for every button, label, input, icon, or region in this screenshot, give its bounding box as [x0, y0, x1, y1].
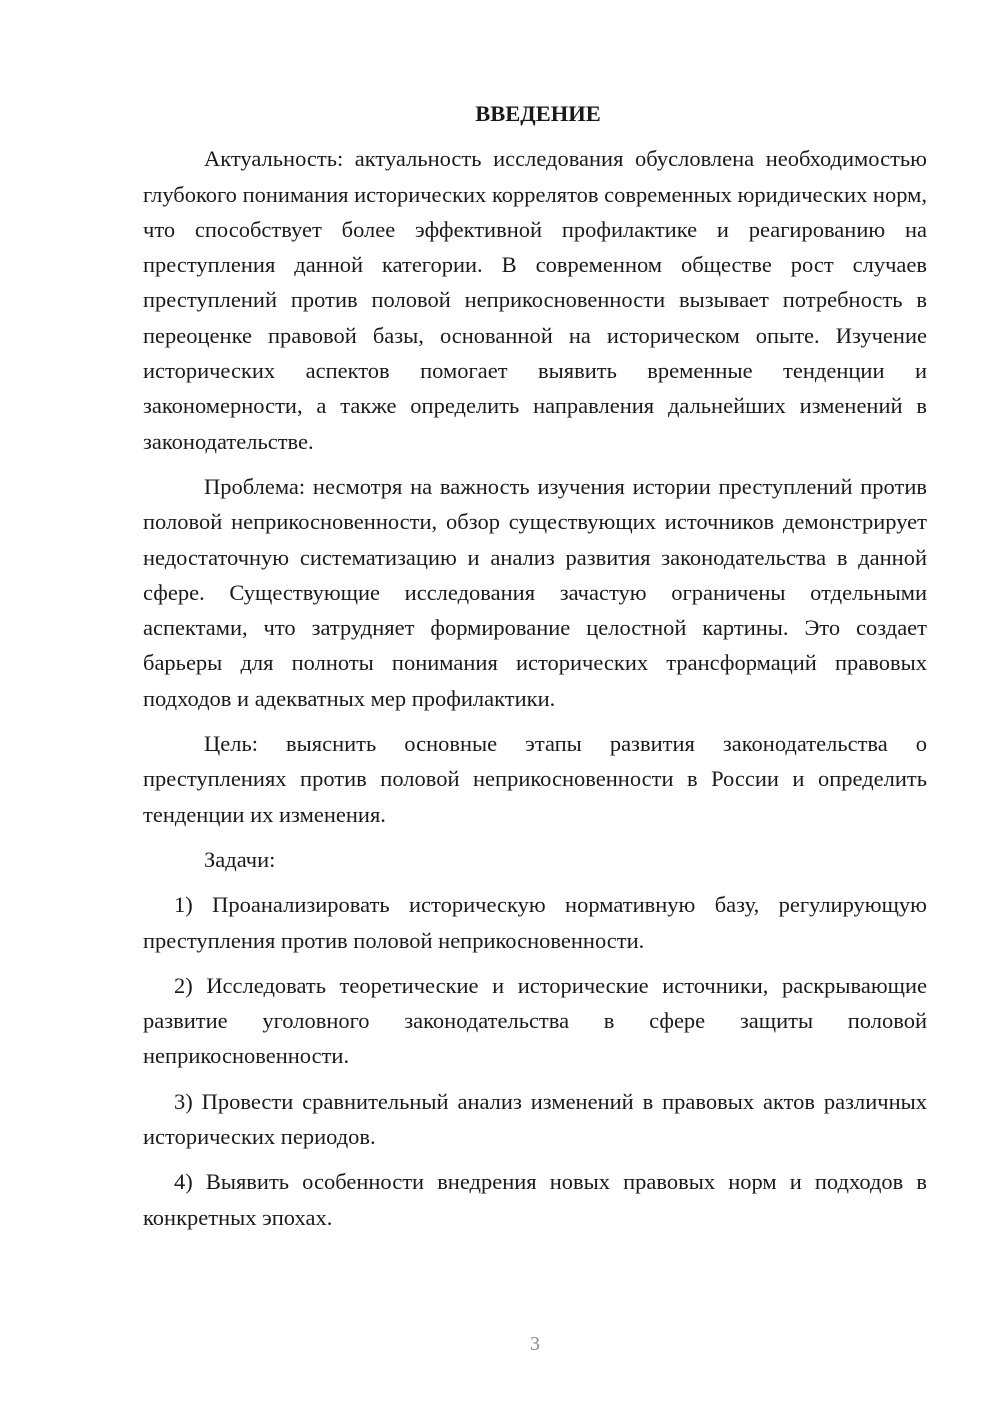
section-heading: ВВЕДЕНИЕ	[475, 101, 601, 126]
page-number: 3	[530, 1333, 540, 1355]
task-item-1: 1) Проанализировать историческую нормативную базу, регулирующую преступления против половой неприкосновенности.	[143, 892, 927, 953]
paragraph-goal: Цель: выяснить основные этапы развития законодательства о преступлениях против половой неприкосновенности в России и определить тенденции их изменения.	[143, 731, 927, 827]
paragraph-relevance: Актуальность: актуальность исследования обусловлена необходимостью глубокого понимания исторических коррелятов современных юридических норм, что способствует более эффективной профилактике и реагированию на преступления данной категории. В современном обществе рост случаев преступлений против половой неприкосновенности вызывает потребность в переоценке правовой базы, основанной на историческом опыте. Изучение исторических аспектов помогает выявить временные тенденции и закономерности, а также определить направления дальнейших изменений в законодательстве.	[143, 146, 927, 454]
task-item-4: 4) Выявить особенности внедрения новых правовых норм и подходов в конкретных эпохах.	[143, 1169, 927, 1230]
paragraph-problem: Проблема: несмотря на важность изучения истории преступлений против половой неприкосновенности, обзор существующих источников демонстрирует недостаточную систематизацию и анализ развития законодательства в данной сфере. Существующие исследования зачастую ограничены отдельными аспектами, что затрудняет формирование целостной картины. Это создает барьеры для полноты понимания исторических трансформаций правовых подходов и адекватных мер профилактики.	[143, 473, 927, 711]
task-item-2: 2) Исследовать теоретические и исторические источники, раскрывающие развитие уголовного законодательства в сфере защиты половой неприкосновенности.	[143, 972, 927, 1069]
task-item-3: 3) Провести сравнительный анализ изменений в правовых актов различных исторических периодов.	[143, 1088, 927, 1150]
tasks-label: Задачи:	[204, 846, 276, 872]
page-content	[143, 96, 927, 1245]
